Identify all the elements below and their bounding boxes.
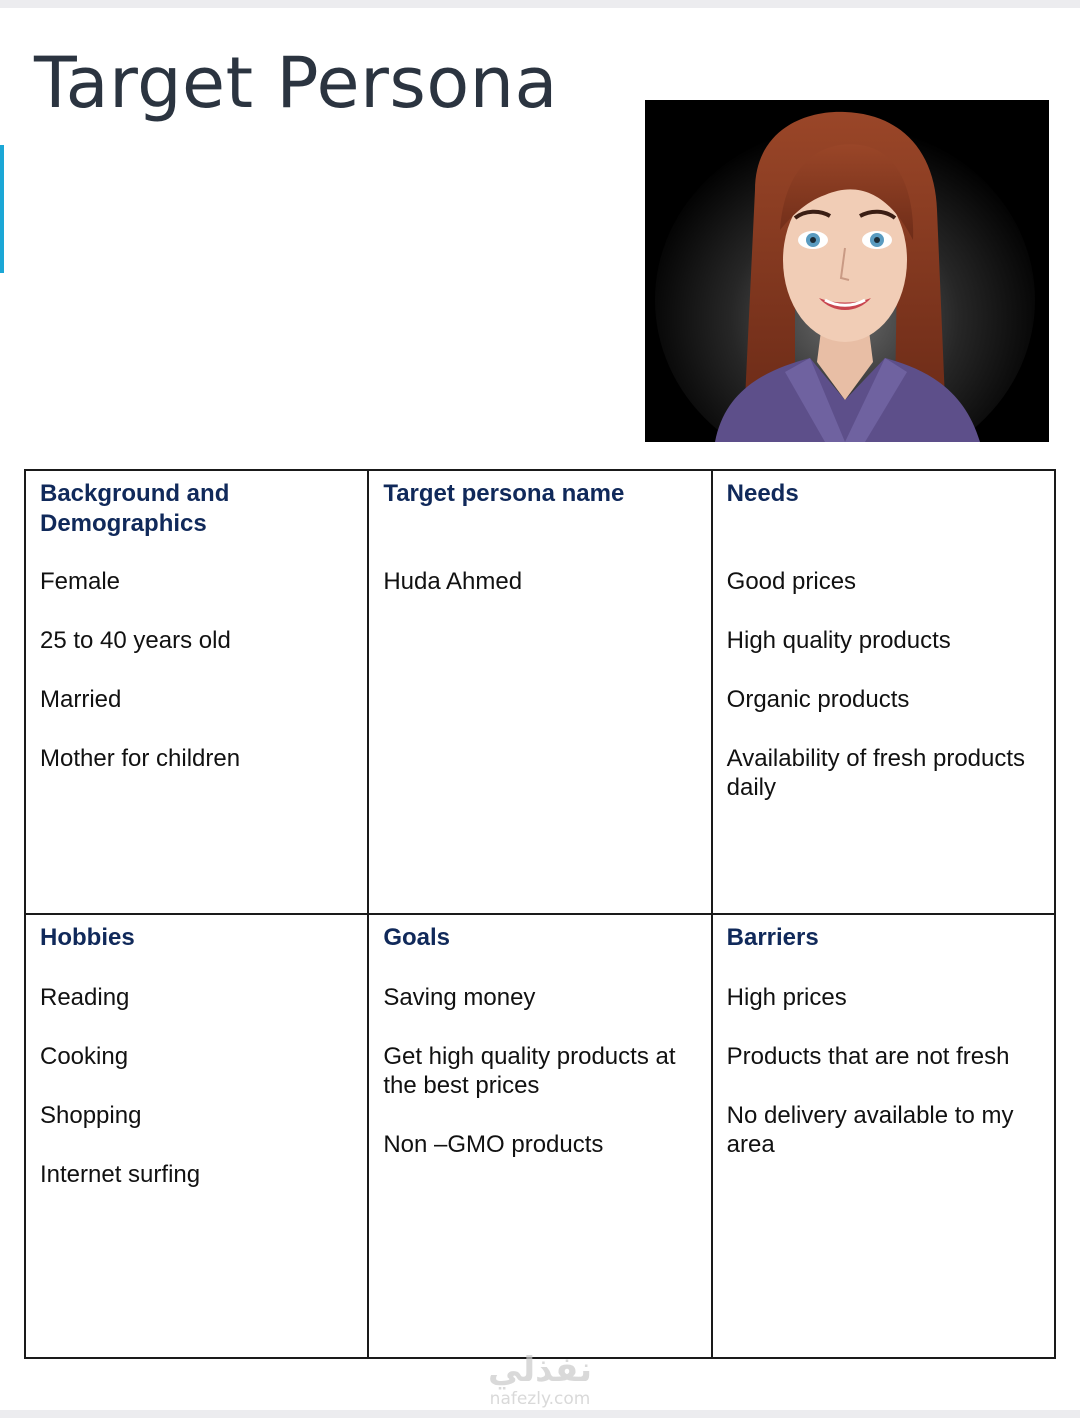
- cell-heading: Barriers: [726, 924, 819, 951]
- list-item: Reading: [40, 984, 130, 1011]
- list-item: 25 to 40 years old: [40, 627, 231, 654]
- list-item: Cooking: [40, 1043, 129, 1070]
- accent-bar: [0, 145, 4, 273]
- top-frame-strip: [0, 0, 1080, 8]
- cell-heading: Goals: [383, 924, 451, 951]
- cell-heading: Target persona name: [383, 480, 625, 507]
- cell-list: [40, 567, 353, 773]
- persona-cell-background: [25, 470, 368, 914]
- list-item: Huda Ahmed: [383, 568, 523, 595]
- watermark: [440, 1350, 640, 1410]
- table-row: [25, 914, 1055, 1358]
- list-item: Female: [40, 568, 121, 595]
- page-title: Target Persona: [34, 42, 558, 124]
- list-item: Mother for children: [40, 745, 241, 772]
- table-row: [25, 470, 1055, 914]
- list-item: Products that are not fresh: [726, 1043, 1010, 1070]
- cell-list: [383, 983, 696, 1159]
- list-item: Non –GMO products: [383, 1131, 604, 1158]
- persona-table: [24, 469, 1056, 1359]
- cell-heading: Needs: [726, 480, 799, 507]
- list-item: Get high quality products at the best prices: [383, 1043, 676, 1099]
- list-item: Availability of fresh products daily: [726, 745, 1026, 801]
- list-item: Organic products: [726, 686, 910, 713]
- list-item: Married: [40, 686, 122, 713]
- woman-avatar-icon: [645, 100, 1049, 442]
- list-item: Shopping: [40, 1102, 142, 1129]
- cell-heading: Hobbies: [40, 924, 135, 951]
- list-item: Good prices: [726, 568, 857, 595]
- persona-portrait: [645, 100, 1049, 442]
- cell-heading: Background and Demographics: [40, 480, 230, 537]
- cell-list: [383, 567, 696, 596]
- watermark-arabic: نفذلي: [487, 1350, 593, 1390]
- persona-cell-barriers: [712, 914, 1055, 1358]
- list-item: High prices: [726, 984, 847, 1011]
- cell-list: [727, 567, 1040, 802]
- persona-cell-name: [368, 470, 711, 914]
- cell-list: [727, 983, 1040, 1159]
- persona-cell-needs: [712, 470, 1055, 914]
- cell-list: [40, 983, 353, 1189]
- bottom-frame-strip: [0, 1410, 1080, 1418]
- list-item: Saving money: [383, 984, 536, 1011]
- watermark-latin: nafezly.com: [489, 1389, 591, 1409]
- persona-cell-goals: [368, 914, 711, 1358]
- list-item: Internet surfing: [40, 1161, 201, 1188]
- list-item: No delivery available to my area: [726, 1102, 1014, 1158]
- list-item: High quality products: [726, 627, 951, 654]
- persona-cell-hobbies: [25, 914, 368, 1358]
